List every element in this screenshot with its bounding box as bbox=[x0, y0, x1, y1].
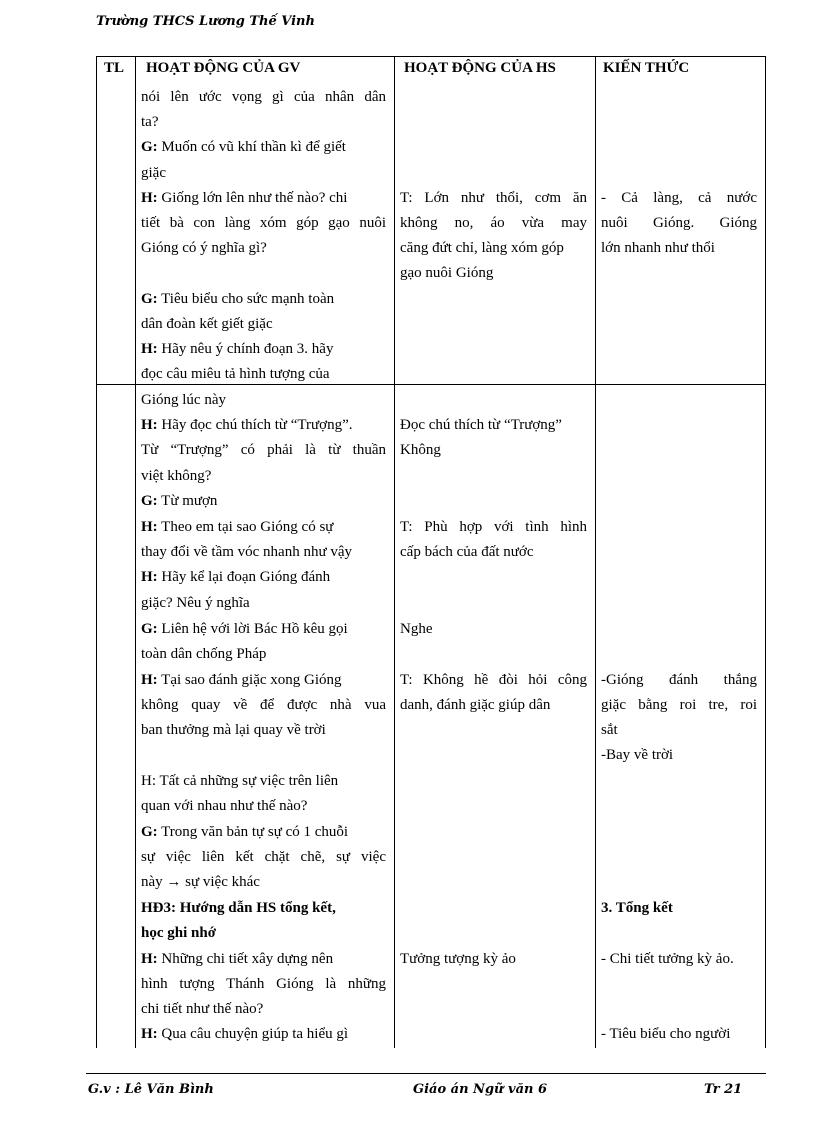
section-heading: HĐ3: Hướng dẫn HS tổng kết, bbox=[141, 900, 336, 916]
hs-line: Không bbox=[400, 442, 441, 458]
gv-line: H: Qua câu chuyện giúp ta hiểu gì bbox=[141, 1026, 349, 1042]
gv-line: H: Theo em tại sao Gióng có sự bbox=[141, 519, 334, 535]
column-divider bbox=[135, 56, 136, 1048]
gv-line: H: Những chi tiết xây dựng nên bbox=[141, 951, 334, 967]
speaker-h: H: bbox=[141, 672, 158, 688]
gv-line: ban thưởng mà lại quay về trời bbox=[141, 722, 326, 738]
gv-line: G: Trong văn bản tự sự có 1 chuỗi bbox=[141, 824, 349, 840]
gv-line: H: Hãy kể lại đoạn Gióng đánh bbox=[141, 569, 331, 585]
gv-line: H: Hãy đọc chú thích từ “Trượng”. bbox=[141, 417, 353, 433]
hs-line: T: Phù hợp với tình hình bbox=[400, 519, 587, 535]
gv-line: hình tượng Thánh Gióng là những bbox=[141, 976, 386, 992]
gv-line: Từ “Trượng” có phải là từ thuần bbox=[141, 442, 386, 458]
gv-line: quan với nhau như thế nào? bbox=[141, 798, 308, 814]
hs-line: cấp bách của đất nước bbox=[400, 544, 534, 560]
kt-line: sắt bbox=[601, 722, 618, 738]
gv-line: không quay về để được nhà vua bbox=[141, 697, 386, 713]
column-header-kt: KIẾN THỨC bbox=[603, 60, 690, 76]
footer-page-number: Tr 21 bbox=[704, 1082, 743, 1097]
gv-line: Gióng có ý nghĩa gì? bbox=[141, 240, 267, 256]
gv-line: đọc câu miêu tả hình tượng của bbox=[141, 366, 330, 382]
hs-line: Tưởng tượng kỳ ảo bbox=[400, 951, 516, 967]
hs-line: danh, đánh giặc giúp dân bbox=[400, 697, 551, 713]
speaker-h: H: bbox=[141, 341, 158, 357]
speaker-h: H: bbox=[141, 951, 158, 967]
gv-line: H: Hãy nêu ý chính đoạn 3. hãy bbox=[141, 341, 334, 357]
page-header: Trường THCS Lương Thế Vinh bbox=[96, 14, 315, 29]
kt-line: giặc bằng roi tre, roi bbox=[601, 697, 757, 713]
kt-heading: 3. Tổng kết bbox=[601, 900, 673, 916]
gv-line: nói lên ước vọng gì của nhân dân bbox=[141, 89, 386, 105]
section-heading: học ghi nhớ bbox=[141, 925, 216, 941]
column-divider bbox=[394, 56, 395, 1048]
gv-line: này → sự việc khác bbox=[141, 874, 260, 890]
footer-rule bbox=[86, 1073, 766, 1074]
gv-line: G: Tiêu biểu cho sức mạnh toàn bbox=[141, 291, 335, 307]
kt-line: -Bay về trời bbox=[601, 747, 674, 763]
gv-line: H: Giống lớn lên như thế nào? chi bbox=[141, 190, 348, 206]
gv-line: H: Tại sao đánh giặc xong Gióng bbox=[141, 672, 342, 688]
table-border-top bbox=[96, 56, 766, 57]
kt-line: - Tiêu biểu cho người bbox=[601, 1026, 731, 1042]
gv-line: toàn dân chống Pháp bbox=[141, 646, 267, 662]
gv-line: G: Liên hệ với lời Bác Hồ kêu gọi bbox=[141, 621, 348, 637]
hs-line: không no, áo vừa may bbox=[400, 215, 587, 231]
speaker-h: H: bbox=[141, 569, 158, 585]
speaker-g: G: bbox=[141, 493, 158, 509]
speaker-g: G: bbox=[141, 621, 158, 637]
hs-line: Đọc chú thích từ “Trượng” bbox=[400, 417, 562, 433]
table-border-right bbox=[765, 56, 766, 1048]
speaker-h: H: bbox=[141, 1026, 158, 1042]
gv-line: G: Từ mượn bbox=[141, 493, 218, 509]
speaker-h: H: bbox=[141, 190, 158, 206]
gv-line: thay đổi về tầm vóc nhanh như vậy bbox=[141, 544, 352, 560]
speaker-g: G: bbox=[141, 139, 158, 155]
gv-line: sự việc liên kết chặt chẽ, sự việc bbox=[141, 849, 386, 865]
gv-line: giặc? Nêu ý nghĩa bbox=[141, 595, 250, 611]
kt-line: - Cả làng, cả nước bbox=[601, 190, 757, 206]
gv-line: việt không? bbox=[141, 468, 212, 484]
speaker-h: H: bbox=[141, 519, 158, 535]
kt-line: nuôi Gióng. Gióng bbox=[601, 215, 757, 231]
column-header-tl: TL bbox=[104, 60, 125, 76]
hs-line: căng đứt chỉ, làng xóm góp bbox=[400, 240, 564, 256]
gv-line: giặc bbox=[141, 165, 166, 181]
gv-line: H: Tất cả những sự việc trên liên bbox=[141, 773, 339, 789]
speaker-h: H: bbox=[141, 417, 158, 433]
gv-line: tiết bà con làng xóm góp gạo nuôi bbox=[141, 215, 386, 231]
table-border-left bbox=[96, 56, 97, 1048]
hs-line: gạo nuôi Gióng bbox=[400, 265, 494, 281]
kt-line: - Chi tiết tưởng kỳ ảo. bbox=[601, 951, 734, 967]
gv-line: Gióng lúc này bbox=[141, 392, 226, 408]
hs-line: Nghe bbox=[400, 621, 433, 637]
gv-line: ta? bbox=[141, 114, 159, 130]
footer-teacher: G.v : Lê Văn Bình bbox=[88, 1082, 214, 1097]
row-divider bbox=[96, 384, 766, 385]
column-header-hs: HOẠT ĐỘNG CỦA HS bbox=[404, 60, 556, 76]
gv-line: dân đoàn kết giết giặc bbox=[141, 316, 273, 332]
kt-line: lớn nhanh như thổi bbox=[601, 240, 715, 256]
speaker-g: G: bbox=[141, 291, 158, 307]
hs-line: T: Lớn như thổi, cơm ăn bbox=[400, 190, 587, 206]
footer-subject: Giáo án Ngữ văn 6 bbox=[413, 1082, 548, 1097]
gv-line: chi tiết như thế nào? bbox=[141, 1001, 264, 1017]
hs-line: T: Không hề đòi hỏi công bbox=[400, 672, 587, 688]
column-header-gv: HOẠT ĐỘNG CỦA GV bbox=[146, 60, 301, 76]
gv-line: G: Muốn có vũ khí thần kì để giết bbox=[141, 139, 346, 155]
kt-line: -Gióng đánh thắng bbox=[601, 672, 757, 688]
column-divider bbox=[595, 56, 596, 1048]
speaker-g: G: bbox=[141, 824, 158, 840]
